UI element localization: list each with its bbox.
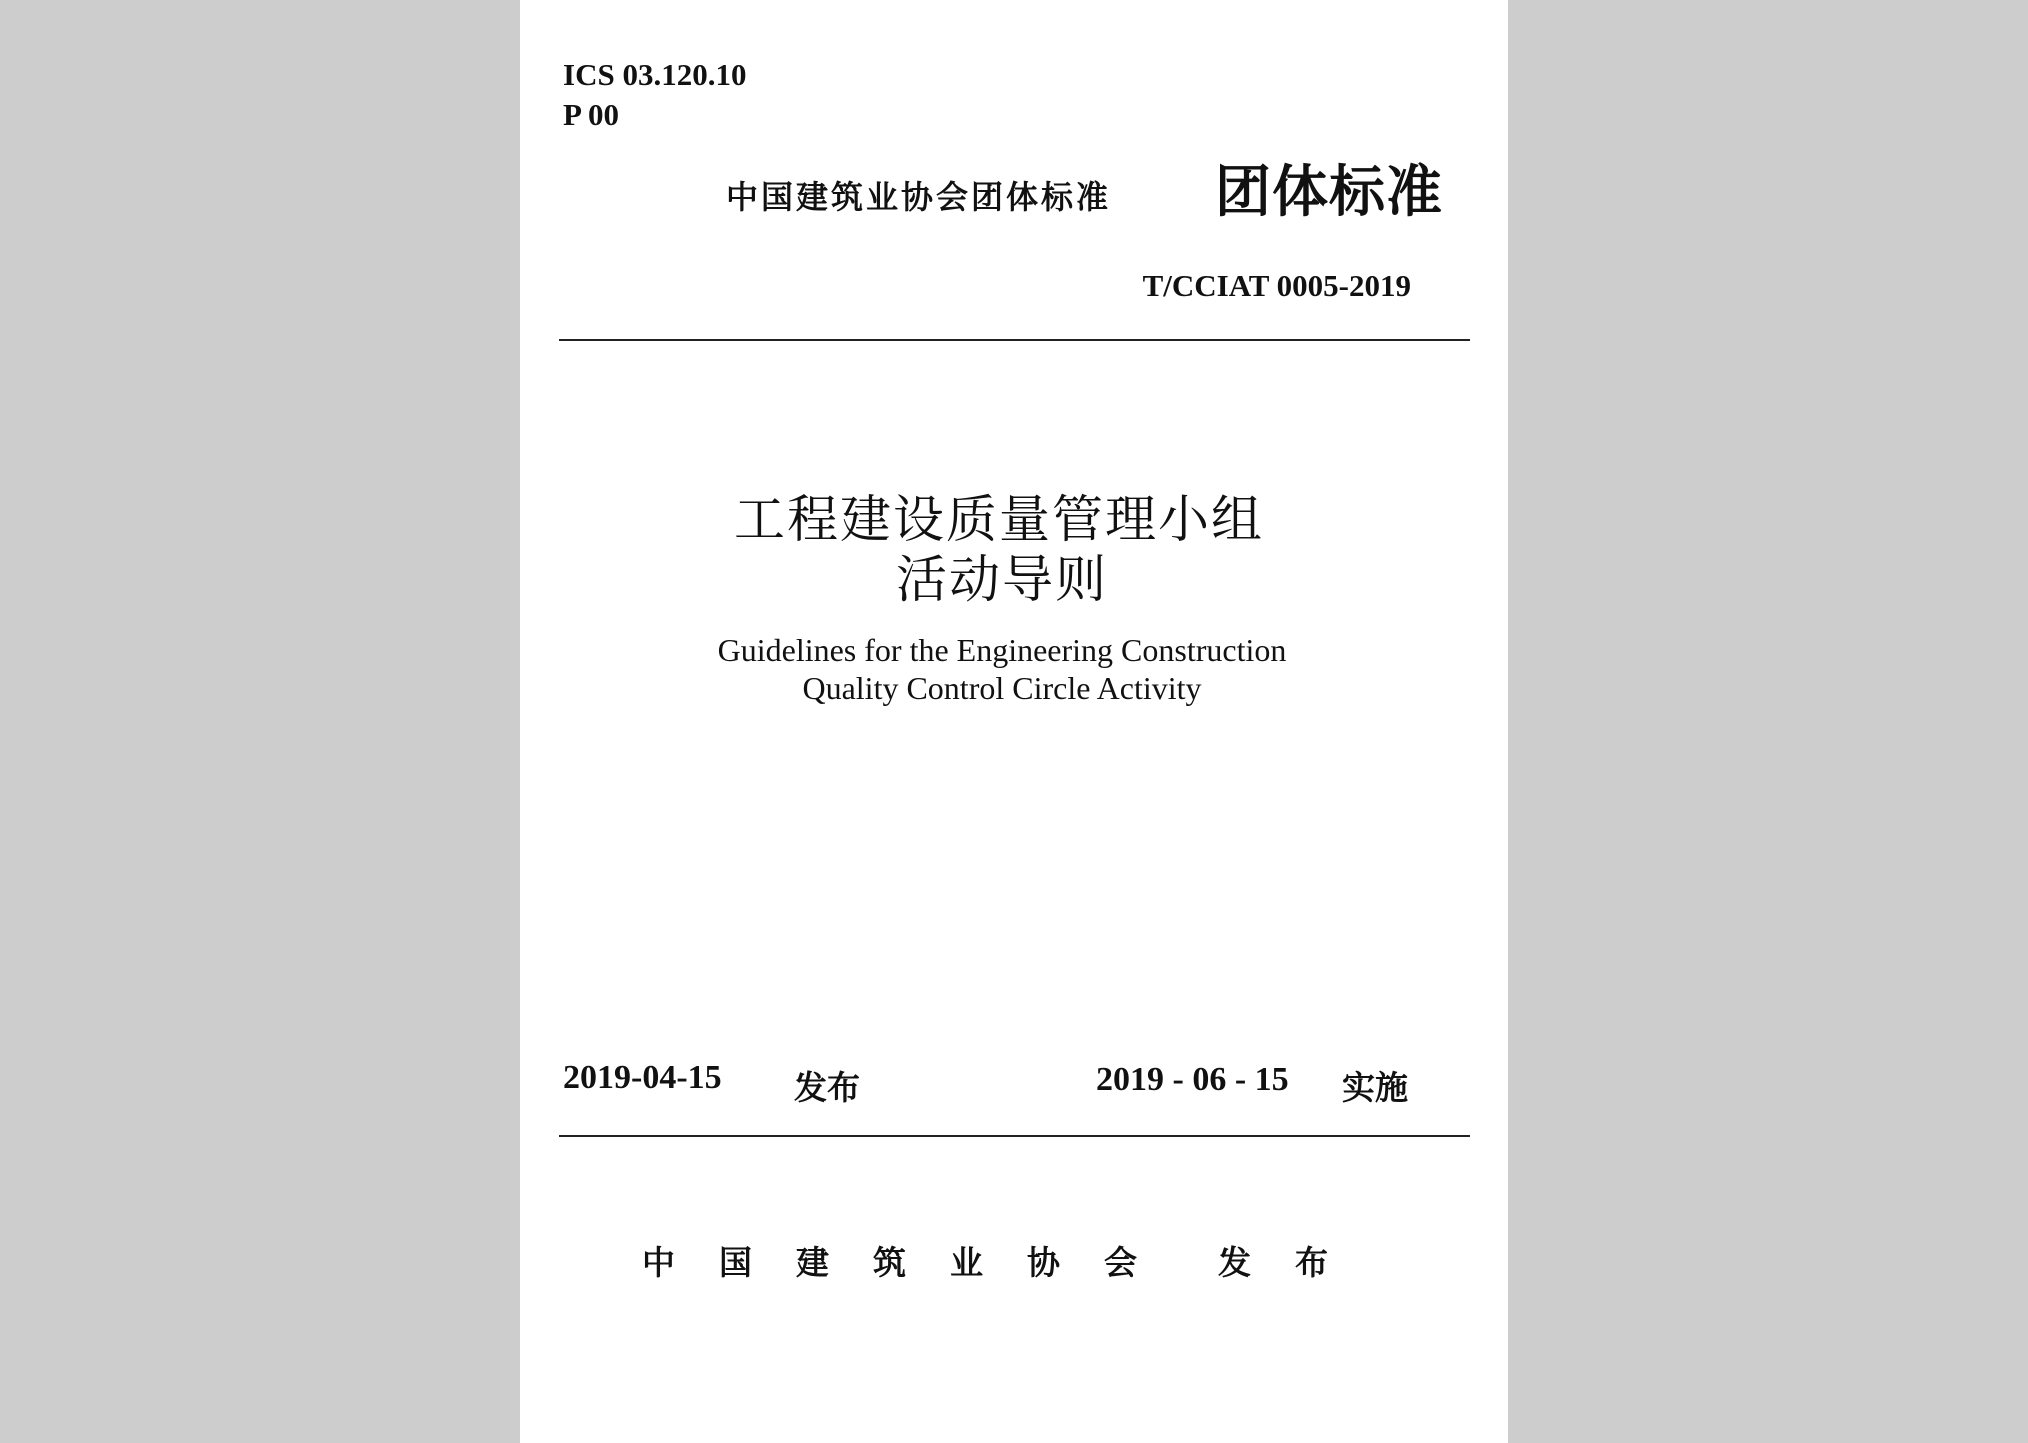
title-english-line2: Quality Control Circle Activity bbox=[802, 670, 1202, 706]
ics-code: ICS 03.120.10 bbox=[563, 57, 747, 92]
ccs-code: P 00 bbox=[563, 97, 619, 132]
standard-type: 团体标准 bbox=[1215, 160, 1443, 225]
effective-date: 2019 - 06 - 15 bbox=[1096, 1061, 1289, 1098]
title-chinese-line2: 活动导则 bbox=[895, 553, 1108, 609]
effective-label: 实施 bbox=[1342, 1068, 1408, 1107]
publisher-label: 发布 bbox=[1218, 1243, 1372, 1282]
publisher-name: 中国建筑业协会 bbox=[642, 1243, 1181, 1282]
document-cover bbox=[520, 0, 1508, 1443]
publish-date: 2019-04-15 bbox=[563, 1059, 722, 1096]
standard-number: T/CCIAT 0005-2019 bbox=[1142, 268, 1411, 303]
publish-label: 发布 bbox=[794, 1068, 860, 1107]
bottom-divider bbox=[559, 1135, 1470, 1137]
top-divider bbox=[559, 339, 1470, 341]
issuer-standard-label: 中国建筑业协会团体标准 bbox=[726, 178, 1112, 216]
title-chinese-line1: 工程建设质量管理小组 bbox=[734, 493, 1265, 549]
title-english-line1: Guidelines for the Engineering Construction bbox=[717, 632, 1287, 668]
